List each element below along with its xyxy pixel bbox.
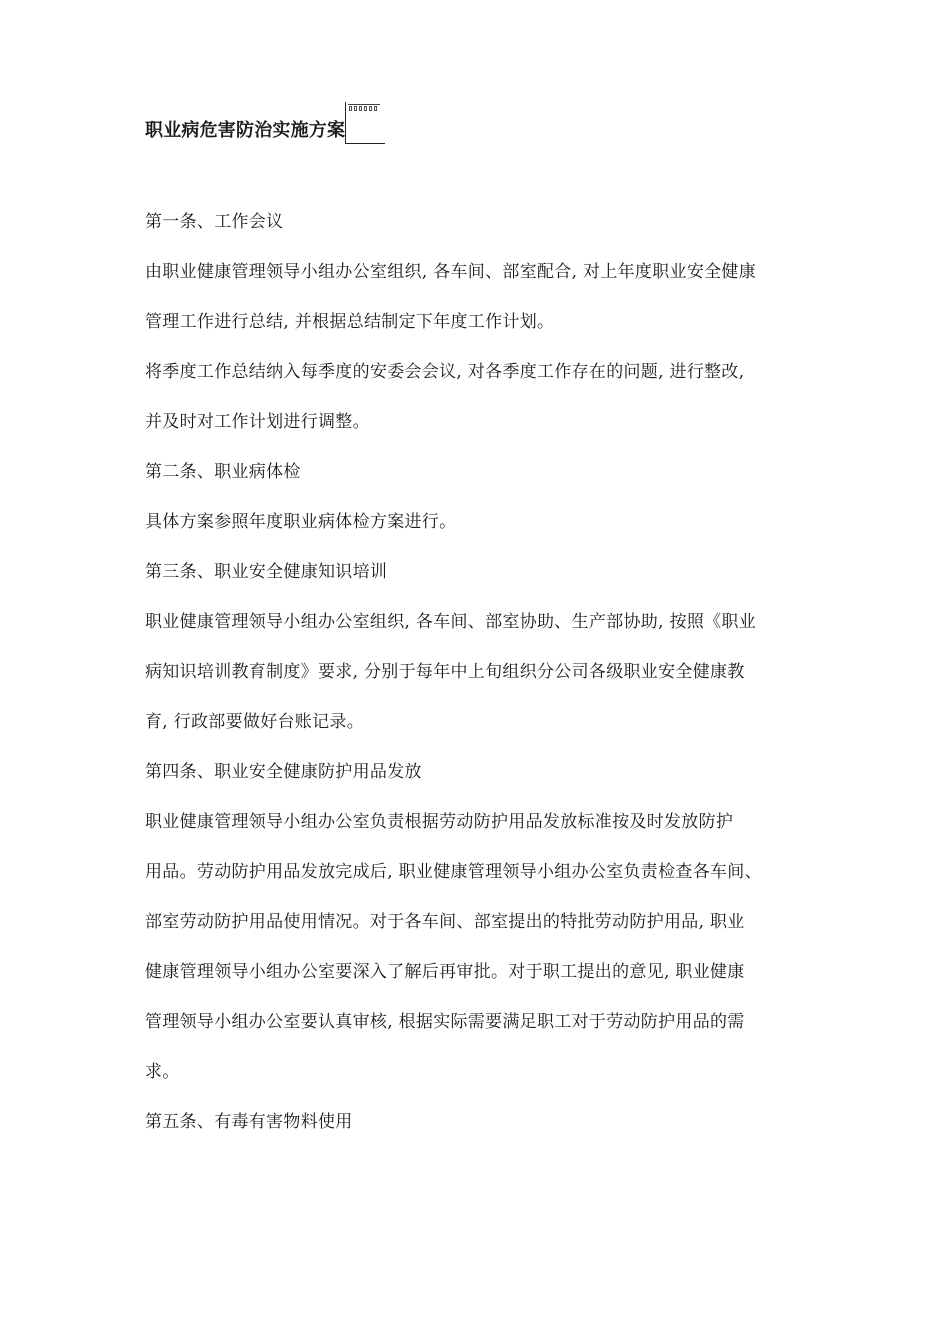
paragraph-line: 健康管理领导小组办公室要深入了解后再审批。对于职工提出的意见, 职业健康 xyxy=(145,962,745,982)
section-heading-2: 第二条、职业病体检 xyxy=(145,462,301,482)
paragraph-line: 管理工作进行总结, 并根据总结制定下年度工作计划。 xyxy=(145,312,555,332)
paragraph-line: 并及时对工作计划进行调整。 xyxy=(145,412,370,432)
stamp-icon xyxy=(345,102,385,144)
paragraph-line: 用品。劳动防护用品发放完成后, 职业健康管理领导小组办公室负责检查各车间、 xyxy=(145,862,762,882)
paragraph-line: 育, 行政部要做好台账记录。 xyxy=(145,712,365,732)
paragraph-line: 病知识培训教育制度》要求, 分别于每年中上旬组织分公司各级职业安全健康教 xyxy=(145,662,745,682)
paragraph-line: 由职业健康管理领导小组办公室组织, 各车间、部室配合, 对上年度职业安全健康 xyxy=(145,262,757,282)
paragraph-line: 职业健康管理领导小组办公室负责根据劳动防护用品发放标准按及时发放防护 xyxy=(145,812,734,832)
stamp-horizontal-rule xyxy=(345,143,385,144)
section-heading-5: 第五条、有毒有害物料使用 xyxy=(145,1112,353,1132)
section-heading-4: 第四条、职业安全健康防护用品发放 xyxy=(145,762,422,782)
title-row xyxy=(145,100,385,144)
paragraph-line: 具体方案参照年度职业病体检方案进行。 xyxy=(145,512,457,532)
section-heading-3: 第三条、职业安全健康知识培训 xyxy=(145,562,388,582)
paragraph-line: 将季度工作总结纳入每季度的安委会会议, 对各季度工作存在的问题, 进行整改, xyxy=(145,362,745,382)
document-body xyxy=(145,205,815,1155)
stamp-vertical-rule xyxy=(345,102,346,144)
document-title: 职业病危害防治实施方案 xyxy=(145,120,346,141)
section-heading-1: 第一条、工作会议 xyxy=(145,212,284,232)
paragraph-line: 部室劳动防护用品使用情况。对于各车间、部室提出的特批劳动防护用品, 职业 xyxy=(145,912,745,932)
paragraph-line: 求。 xyxy=(145,1062,180,1082)
stamp-mark xyxy=(348,104,380,113)
paragraph-line: 职业健康管理领导小组办公室组织, 各车间、部室协助、生产部协助, 按照《职业 xyxy=(145,612,757,632)
paragraph-line: 管理领导小组办公室要认真审核, 根据实际需要满足职工对于劳动防护用品的需 xyxy=(145,1012,745,1032)
